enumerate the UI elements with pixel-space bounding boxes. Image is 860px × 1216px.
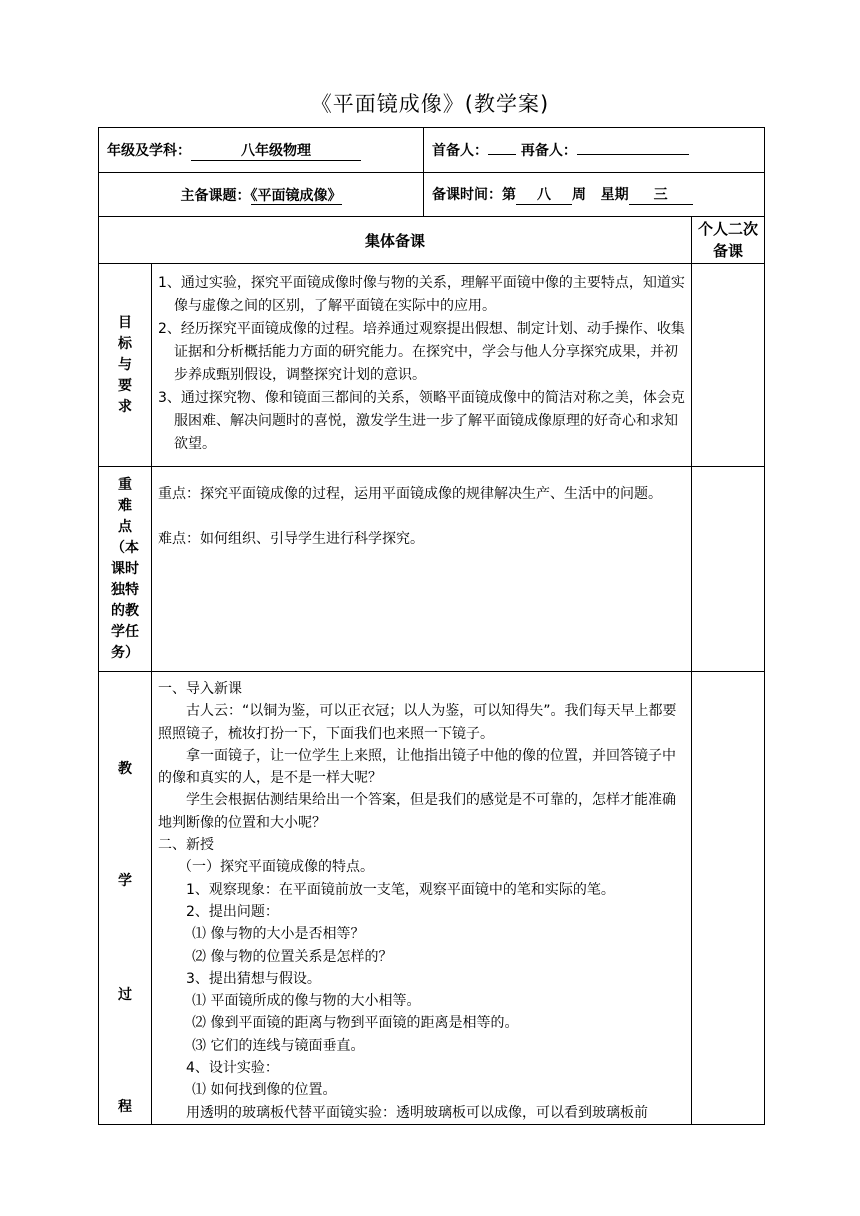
process-line: 1、观察现象：在平面镜前放一支笔，观察平面镜中的笔和实际的笔。 (186, 881, 615, 898)
day-label: 星期 (600, 187, 629, 203)
prep-time-label: 备课时间：第 (432, 187, 516, 203)
goals-side-char: 要 (118, 377, 132, 394)
topic-value: 《平面镜成像》 (250, 187, 342, 204)
goals-side-char: 与 (118, 356, 132, 373)
preparer-value (488, 154, 516, 155)
process-side-char: 过 (118, 987, 132, 1003)
process-side-char: 程 (118, 1099, 132, 1115)
process-side-char: 教 (118, 761, 132, 777)
day-value: 三 (629, 184, 693, 205)
personal-notes-cell (692, 672, 765, 1125)
difficult-point-text: 难点：如何组织、引导学生进行科学探究。 (158, 531, 424, 547)
key-side-char: （本 (111, 539, 139, 556)
key-point-text: 重点：探究平面镜成像的过程，运用平面镜成像的规律解决生产、生活中的问题。 (158, 486, 662, 502)
process-line: 用透明的玻璃板代替平面镜实验：透明玻璃板可以成像，可以看到玻璃板前 (186, 1104, 648, 1121)
process-line: 3、提出猜想与假设。 (186, 970, 321, 987)
preparer-cell (424, 128, 765, 173)
grade-value: 八年级物理 (191, 140, 361, 161)
week-unit: 周 (572, 187, 586, 203)
key-side-char: 难 (118, 497, 132, 514)
process-content (152, 672, 692, 1125)
key-side-char: 课时 (111, 560, 139, 577)
goal-item: 2、经历探究平面镜成像的过程。培养通过观察提出假想、制定计划、动手操作、收集证据和分析概括能力方面的研究能力。在探究中，学会与他人分享探究成果，并初步养成甄别假设，调整探究计划的意识。 (158, 321, 685, 383)
second-preparer-label: 再备人： (520, 143, 577, 159)
process-line: ⑴ 平面镜所成的像与物的大小相等。 (192, 993, 421, 1010)
goals-side-char: 目 (118, 314, 132, 331)
grade-subject-cell (99, 128, 424, 173)
collective-prep-heading: 集体备课 (99, 217, 692, 264)
process-line: 拿一面镜子，让一位学生上来照，让他指出镜子中他的像的位置，并回答镜子中的像和真实的人，是不是一样大呢？ (158, 747, 676, 787)
personal-notes-cell (692, 467, 765, 672)
topic-label: 主备课题： (180, 187, 251, 204)
goal-item: 1、通过实验，探究平面镜成像时像与物的关系，理解平面镜中像的主要特点，知道实像与虚像之间的区别，了解平面镜在实际中的应用。 (158, 275, 685, 314)
topic-cell (99, 173, 424, 217)
grade-label: 年级及学科： (107, 142, 191, 159)
prep-time-cell (424, 173, 765, 217)
key-side-char: 重 (118, 476, 132, 493)
goals-side-char: 标 (118, 335, 132, 352)
key-side-char: 的教 (111, 602, 139, 619)
week-value: 八 (516, 184, 572, 205)
goals-side-label (99, 264, 152, 467)
process-line: 2、提出问题： (186, 903, 279, 920)
process-line: 二、新授 (158, 837, 214, 854)
goals-content (152, 264, 692, 467)
preparer-label: 首备人： (432, 143, 488, 159)
goals-side-char: 求 (118, 398, 132, 415)
process-line: ⑶ 它们的连线与镜面垂直。 (192, 1037, 365, 1054)
second-preparer-value (577, 154, 689, 155)
document-title: 《平面镜成像》(教学案) (310, 92, 550, 116)
goal-item: 3、通过探究物、像和镜面三都间的关系，领略平面镜成像中的简洁对称之美，体会克服困难、解决问题时的喜悦，激发学生进一步了解平面镜成像原理的好奇心和求知欲望。 (158, 390, 685, 452)
process-line: ⑴ 像与物的大小是否相等？ (192, 926, 365, 943)
personal-notes-cell (692, 264, 765, 467)
process-side-char: 学 (118, 873, 132, 889)
key-points-content (152, 467, 692, 672)
process-side-label (99, 672, 152, 1125)
process-line: （一）探究平面镜成像的特点。 (178, 859, 374, 876)
personal-prep-heading: 个人二次备课 (692, 217, 765, 264)
process-line: 学生会根据估测结果给出一个答案，但是我们的感觉是不可靠的，怎样才能准确地判断像的位置和大小呢？ (158, 792, 676, 831)
process-line: ⑵ 像与物的位置关系是怎样的？ (192, 948, 393, 965)
process-line: ⑵ 像到平面镜的距离与物到平面镜的距离是相等的。 (192, 1015, 519, 1032)
process-line: 一、导入新课 (158, 681, 242, 697)
key-side-char: 务） (111, 644, 139, 661)
process-line: 古人云：“以铜为鉴，可以正衣冠；以人为鉴，可以知得失”。我们每天早上都要照照镜子，梳妆打扮一下，下面我们也来照一下镜子。 (158, 703, 677, 742)
lesson-plan-table (98, 127, 765, 1125)
process-line: ⑴ 如何找到像的位置。 (192, 1082, 337, 1099)
key-side-char: 独特 (111, 581, 139, 598)
process-line: 4、设计实验： (186, 1060, 279, 1077)
key-points-side-label (99, 467, 152, 672)
key-side-char: 学任 (111, 623, 139, 640)
key-side-char: 点 (118, 518, 132, 535)
